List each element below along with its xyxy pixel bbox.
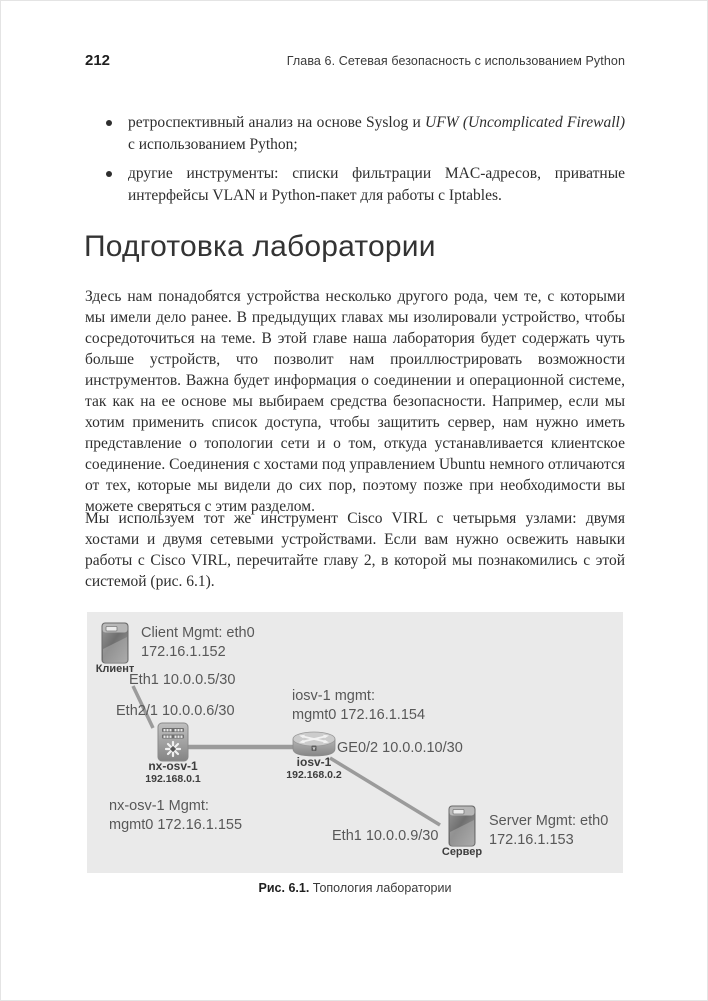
page-number: 212 [85,52,111,69]
figure-caption-text: Топология лаборатории [312,881,452,895]
link-label-switch-eth21: Eth2/1 10.0.0.6/30 [116,703,235,719]
server-name-label: Сервер [441,846,483,858]
running-head [85,52,625,69]
chapter-header: Глава 6. Сетевая безопасность с использованием Python [286,54,625,68]
link-label-router-ge02: GE0/2 10.0.0.10/30 [337,740,463,756]
router-name-label: iosv-1 192.168.0.2 [286,755,342,781]
link-router-server [330,758,440,825]
switch-mgmt-label: nx-osv-1 Mgmt: mgmt0 172.16.1.155 [109,798,243,833]
server-mgmt-label: Server Mgmt: eth0 172.16.1.153 [489,813,609,848]
figure-caption [85,881,625,895]
client-mgmt-label: Client Mgmt: eth0 172.16.1.152 [141,625,255,660]
paragraph: Мы используем тот же инструмент Cisco VIRL с четырьмя узлами: двумя хостами и двумя сетевыми устройствами. Если вам нужно освежить навыки работы с Cisco VIRL, перечитайте главу 2, в которой мы познакомились с этой системой (рис. 6.1). [85,510,625,590]
link-label-server-eth1: Eth1 10.0.0.9/30 [332,828,439,844]
figure-caption-label: Рис. 6.1. [258,881,310,895]
bullet-icon [106,120,112,126]
bullet-list [85,112,625,214]
bullet-icon [106,171,112,177]
link-label-client-eth1: Eth1 10.0.0.5/30 [129,672,236,688]
list-item-text: ретроспективный анализ на основе Syslog и UFW (Uncomplicated Firewall) с использованием Python; [128,114,625,153]
list-item-text: другие инструменты: списки фильтрации MAC-адресов, приватные интерфейсы VLAN и Python-пакет для работы с Iptables. [128,165,625,204]
list-item [85,163,625,207]
italic-term: UFW (Uncomplicated Firewall) [425,114,625,131]
switch-icon [157,722,189,762]
list-item [85,112,625,156]
section-title: Подготовка лаборатории [84,230,436,263]
paragraph: Здесь нам понадобятся устройства несколько другого рода, чем те, с которыми мы имели дело ранее. В предыдущих главах мы изолировали устройство, чтобы сосредоточиться на теме. В этой главе наша лаборатория будет содержать чуть больше устройств, что позволит нам проиллюстрировать возможности инструментов. Важна будет информация о соединении и операционной системе, так как на ее основе мы выбираем средства безопасности. Например, если мы хотим применить список доступа, чтобы защитить сервер, нам нужно иметь представление о топологии сети и о том, откуда устанавливается клиентское соединение. Соединения с хостами под управлением Ubuntu немного отличаются от тех, которые мы видели до сих пор, поэтому позже при необходимости вы можете сверяться с этим разделом. [85,288,625,515]
server-host-icon [448,805,476,847]
client-host-icon [101,622,129,664]
network-topology-diagram [87,612,623,873]
router-mgmt-label: iosv-1 mgmt: mgmt0 172.16.1.154 [292,688,426,723]
client-name-label: Клиент [95,663,135,675]
switch-name-label: nx-osv-1 192.168.0.1 [145,759,201,785]
